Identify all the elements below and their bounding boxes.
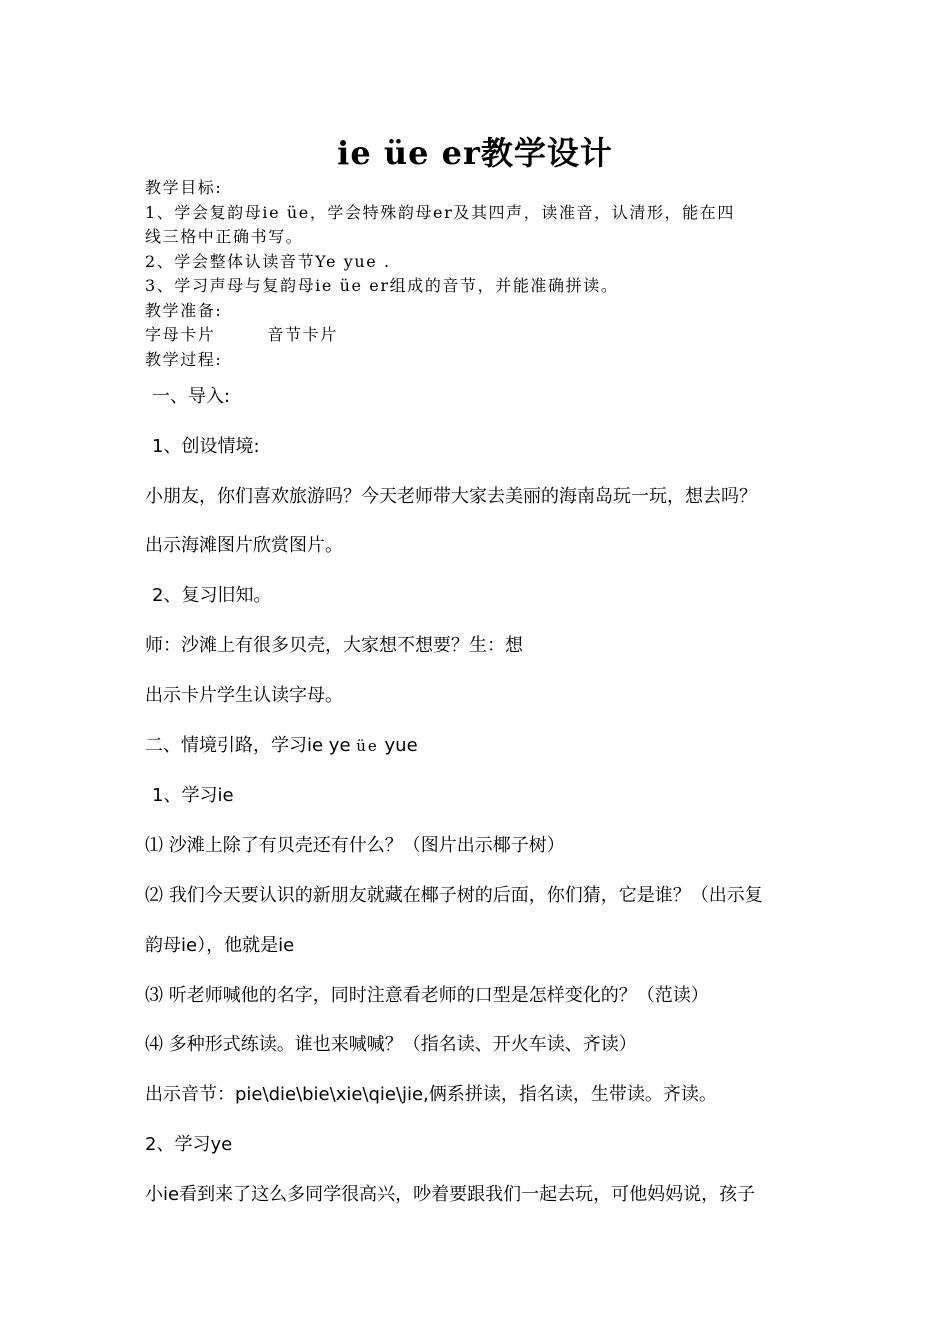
teaching-process-body: [145, 384, 815, 1232]
process-heading: 教学过程:: [145, 349, 223, 369]
step-2-1: 1、学习ie: [152, 785, 234, 807]
document-title: ie üe er教学设计: [337, 134, 613, 172]
paragraph-1: 小朋友，你们喜欢旅游吗？今天老师带大家去美丽的海南岛玩一玩，想去吗？: [145, 485, 757, 507]
objective-1-line-2: 线三格中正确书写。: [145, 227, 304, 246]
list-item-1: ⑴ 沙滩上除了有贝壳还有什么？（图片出示椰子树）: [145, 835, 565, 857]
paragraph-3: 师：沙滩上有很多贝壳，大家想不想要？生：想: [145, 634, 523, 656]
step-2-2: 2、学习ye: [145, 1133, 233, 1155]
list-item-2-line-1: ⑵ 我们今天要认识的新朋友就藏在椰子树的后面，你们猜，它是谁？（出示复: [145, 884, 763, 906]
prep-heading: 教学准备:: [145, 300, 223, 320]
paragraph-2: 出示海滩图片欣赏图片。: [145, 535, 343, 557]
prep-card-letters: 字母卡片: [145, 325, 216, 344]
prep-card-syllables: 音节卡片: [267, 325, 338, 344]
section-2-prefix: 二、情境引路，学习ie ye: [145, 734, 357, 756]
step-1-1: 1、创设情境:: [152, 435, 260, 457]
section-1-heading: 一、导入:: [152, 386, 231, 407]
step-1-2: 2、复习旧知。: [152, 585, 272, 607]
prep-cards: [145, 323, 815, 348]
objectives-heading: 教学目标:: [145, 178, 223, 197]
paragraph-4: 出示卡片学生认读字母。: [145, 684, 343, 706]
section-2-suffix: yue: [378, 734, 418, 756]
list-item-2-line-2: 韵母ie），他就是ie: [145, 934, 295, 956]
section-2-heading: [145, 733, 815, 759]
paragraph-6: 小ie看到来了这么多同学很高兴，吵着要跟我们一起去玩，可他妈妈说，孩子: [145, 1183, 756, 1205]
paragraph-5: 出示音节：pie\die\bie\xie\qie\jie,俩系拼读，指名读，生带读。齐读。: [145, 1084, 717, 1106]
objective-1-line-1: 1、学会复韵母ie üe，学会特殊韵母er及其四声，读准音，认清形，能在四: [145, 202, 735, 222]
section-2-mid: üe: [356, 736, 379, 755]
objective-3: 3、学习声母与复韵母ie üe er组成的音节，并能准确拼读。: [145, 276, 619, 295]
list-item-3: ⑶ 听老师喊他的名字，同时注意看老师的口型是怎样变化的？（范读）: [145, 984, 709, 1006]
list-item-4: ⑷ 多种形式练读。谁也来喊喊？（指名读、开火车读、齐读）: [145, 1034, 637, 1056]
teaching-plan-header: [145, 176, 815, 372]
objective-2: 2、学会整体认读音节Ye yue .: [145, 251, 391, 271]
